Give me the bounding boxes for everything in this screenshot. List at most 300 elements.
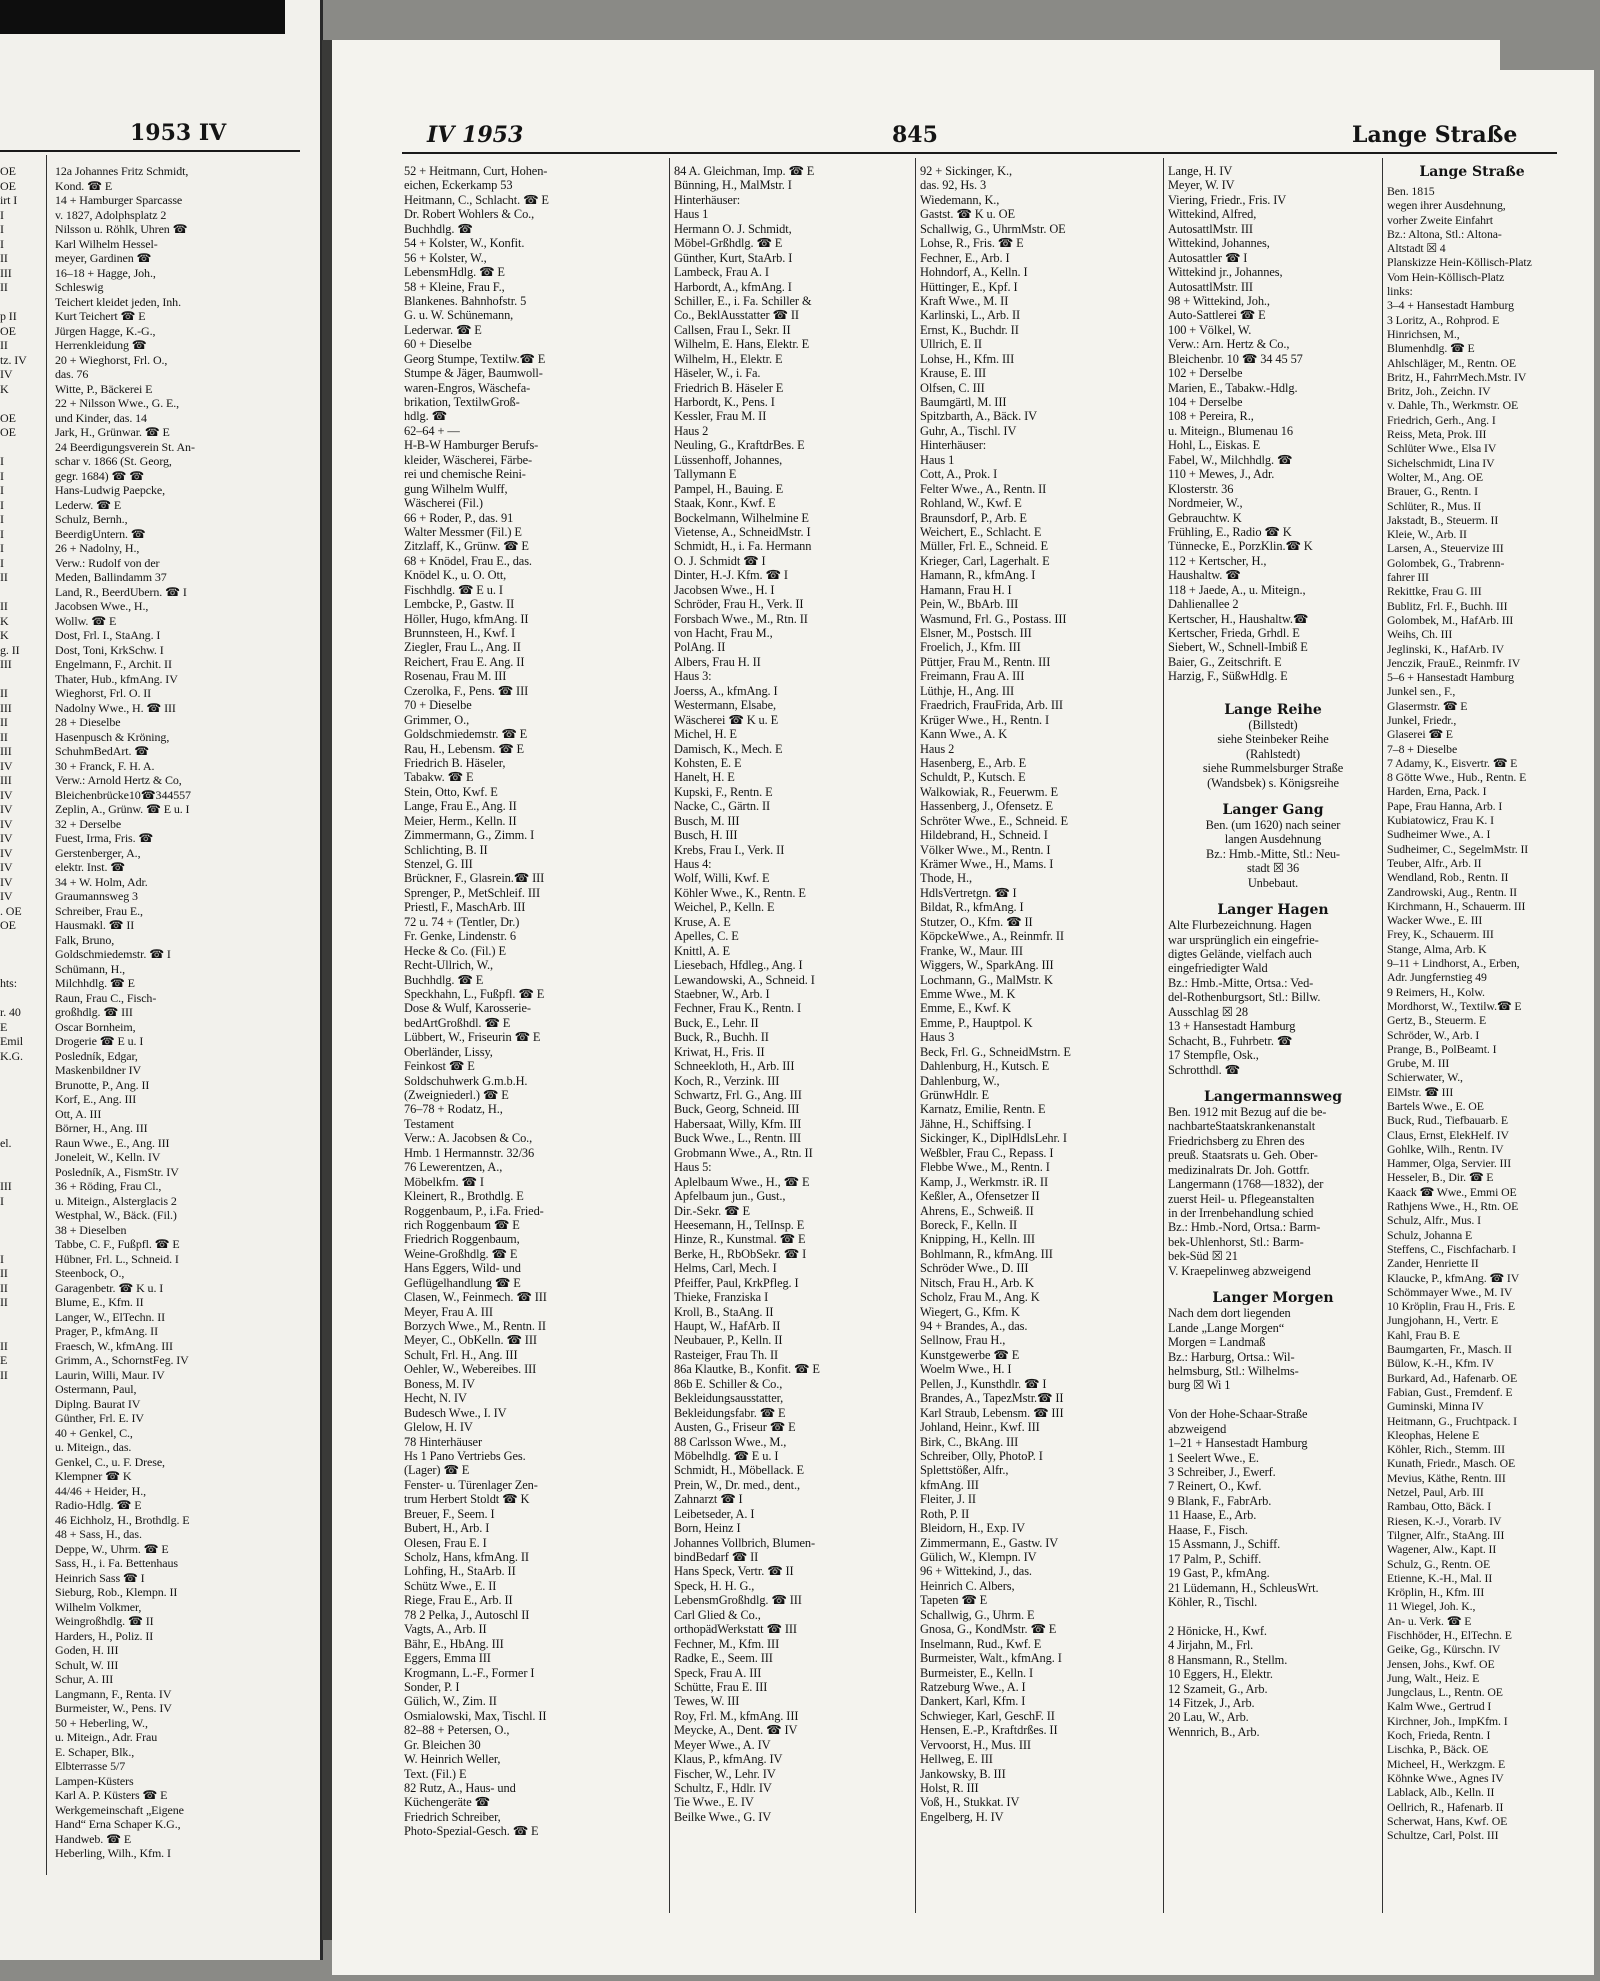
directory-entry: Bz.: Altona, Stl.: Altona- xyxy=(1387,226,1502,241)
directory-entry: Golombek, M., HafArb. III xyxy=(1387,612,1514,627)
directory-entry: Hecht, N. IV xyxy=(404,1391,467,1406)
edge-mark xyxy=(0,1498,28,1513)
directory-entry: Wollw. ☎ E xyxy=(55,613,117,628)
directory-entry: Harbordt, K., Pens. I xyxy=(674,395,775,409)
directory-entry: Co., BeklAusstatter ☎ II xyxy=(674,308,799,323)
section-line: stadt ☒ 36 xyxy=(1246,861,1300,876)
edge-mark: hts: xyxy=(0,976,17,990)
lange-strasse-title: Lange Straße xyxy=(1419,164,1525,180)
section-line: bek-Uhlenhorst, Stl.: Barm- xyxy=(1168,1234,1304,1249)
directory-entry: Pampel, H., Bauing. E xyxy=(674,481,784,496)
directory-entry: Stange, Alma, Arb. K xyxy=(1387,941,1487,956)
directory-entry: Hans Eggers, Wild- und xyxy=(404,1261,521,1276)
directory-entry: hdlg. ☎ xyxy=(404,409,447,424)
column-4-entries xyxy=(1168,164,1378,684)
edge-mark: IV xyxy=(0,874,13,889)
directory-entry: Friedrich B. Häseler E xyxy=(674,380,784,395)
section-line: Haase, F., Fisch. xyxy=(1168,1522,1248,1537)
directory-entry: Thode, H., xyxy=(920,871,972,886)
directory-entry: E. Schaper, Blk., xyxy=(55,1744,135,1759)
directory-entry: An- u. Verk. ☎ E xyxy=(1387,1613,1472,1628)
section-line: 17 Stempfle, Osk., xyxy=(1168,1048,1259,1063)
directory-entry: u. Miteign., Blumenau 16 xyxy=(1168,423,1293,438)
directory-entry: Stenzel, G. III xyxy=(404,857,473,871)
directory-entry: Britz, Joh., Zeichn. IV xyxy=(1387,384,1491,399)
directory-entry: großhdlg. ☎ III xyxy=(55,1005,133,1019)
directory-entry: Heitmann, G., Fruchtpack. I xyxy=(1387,1413,1517,1428)
directory-entry: Jungjohann, H., Vertr. E xyxy=(1387,1313,1499,1328)
section-line: Wennrich, B., Arb. xyxy=(1168,1724,1260,1739)
edge-mark: IV xyxy=(0,831,13,845)
directory-entry: Jürgen Hagge, K.-G., xyxy=(55,323,156,338)
directory-entry: Schulz, Alfr., Mus. I xyxy=(1387,1213,1481,1228)
directory-entry: Korf, E., Ang. III xyxy=(55,1092,137,1106)
section-line: 14 Fitzek, J., Arb. xyxy=(1168,1696,1255,1710)
directory-entry: Jähne, H., Schiffsing. I xyxy=(920,1116,1032,1131)
directory-entry: Heitmann, C., Schlacht. ☎ E xyxy=(404,192,549,207)
directory-entry: 100 + Völkel, W. xyxy=(1168,322,1252,337)
edge-mark: I xyxy=(0,454,4,468)
edge-mark xyxy=(0,1585,28,1600)
edge-mark: OE xyxy=(0,323,16,338)
directory-entry: Golombek, G., Trabrenn- xyxy=(1387,555,1505,570)
directory-entry: Wilhelm, E. Hans, Elektr. E xyxy=(674,337,810,352)
section-line: (Wandsbek) s. Königsreihe xyxy=(1207,775,1339,790)
directory-entry: Burkard, Ad., Hafenarb. OE xyxy=(1387,1370,1518,1385)
edge-mark xyxy=(0,1484,28,1499)
section-line: 9 Blank, F., FabrArb. xyxy=(1168,1493,1272,1508)
directory-entry: Schiller, E., i. Fa. Schiller & xyxy=(674,293,812,308)
directory-entry: brikation, TextilwGroß- xyxy=(404,395,520,409)
edge-mark: IV xyxy=(0,367,13,381)
directory-entry: 58 + Kleine, Frau F., xyxy=(404,279,505,294)
section-line: 21 Lüdemann, H., SchleusWrt. xyxy=(1168,1580,1319,1595)
directory-entry: Busch, H. III xyxy=(674,828,738,843)
directory-entry: Schreiber, Olly, PhotoP. I xyxy=(920,1448,1043,1463)
directory-entry: bedArtGroßhdl. ☎ E xyxy=(404,1015,511,1030)
section-line: Bz.: Hmb.-Nord, Ortsa.: Barm- xyxy=(1168,1220,1321,1235)
directory-entry: Radke, E., Seem. III xyxy=(674,1651,773,1666)
edge-mark: I xyxy=(0,207,4,222)
directory-entry: Lohse, H., Kfm. III xyxy=(920,351,1015,366)
directory-entry: Weichel, P., Kelln. E xyxy=(674,900,775,915)
directory-entry: Prange, B., PolBeamt. I xyxy=(1387,1041,1497,1056)
section-line: 15 Assmann, J., Schiff. xyxy=(1168,1537,1281,1552)
directory-entry: Beck, Frl. G., SchneidMstrn. E xyxy=(920,1044,1071,1059)
directory-entry: Witte, P., Bäckerei E xyxy=(55,381,153,396)
directory-entry: AutosattlMstr. III xyxy=(1168,279,1253,294)
directory-entry: Kunath, Friedr., Masch. OE xyxy=(1387,1456,1516,1471)
directory-entry: Harzig, F., SüßwHdlg. E xyxy=(1168,669,1288,684)
directory-entry: Sickinger, K., DiplHdlsLehr. I xyxy=(920,1131,1067,1146)
edge-mark: K xyxy=(0,613,9,628)
langer-hagen-title: Langer Hagen xyxy=(1217,902,1329,919)
directory-entry: Blankenes. Bahnhofstr. 5 xyxy=(404,293,527,308)
edge-mark xyxy=(0,1513,28,1528)
directory-entry: Baumgärtl, M. III xyxy=(920,395,1007,409)
section-line xyxy=(1168,1393,1378,1407)
directory-entry: Rekittke, Frau G. III xyxy=(1387,584,1482,599)
directory-entry: Bünning, H., MalMstr. I xyxy=(674,178,792,193)
directory-entry: elektr. Inst. ☎ xyxy=(55,860,126,874)
directory-entry: Schreiber, Frau E., xyxy=(55,903,143,918)
edge-mark: OE xyxy=(0,918,16,932)
directory-entry: Krieger, Carl, Lagerhalt. E xyxy=(920,553,1050,568)
directory-entry: Baier, G., Zeitschrift. E xyxy=(1168,654,1282,669)
directory-entry: Ratzeburg Wwe., A. I xyxy=(920,1679,1026,1694)
directory-entry: Hensen, E.-P., Kraftdrßes. II xyxy=(920,1723,1058,1738)
directory-entry: Weichert, E., Schlacht. E xyxy=(920,524,1042,539)
directory-entry: Czerolka, F., Pens. ☎ III xyxy=(404,683,529,698)
directory-entry: Junkel, Friedr., xyxy=(1387,712,1457,727)
directory-entry: 36 + Röding, Frau Cl., xyxy=(55,1179,162,1193)
edge-mark: II xyxy=(0,570,8,584)
directory-entry: Frühling, E., Radio ☎ K xyxy=(1168,524,1292,539)
edge-mark: E xyxy=(0,1353,8,1367)
edge-mark: III xyxy=(0,700,12,715)
directory-entry: Radio-Hdlg. ☎ E xyxy=(55,1498,142,1512)
directory-entry: Thieke, Franziska I xyxy=(674,1290,769,1305)
directory-entry: Lablack, Alb., Kelln. II xyxy=(1387,1785,1495,1800)
directory-entry: Sudheimer Wwe., A. I xyxy=(1387,827,1491,842)
directory-entry: Carl Glied & Co., xyxy=(674,1607,761,1622)
directory-entry: v. 1827, Adolphsplatz 2 xyxy=(55,207,167,222)
directory-entry: ElMstr. ☎ III xyxy=(1387,1084,1454,1099)
directory-entry: Köhler, Rich., Stemm. III xyxy=(1387,1442,1505,1457)
directory-entry: Frey, K., Schauerm. III xyxy=(1387,927,1494,942)
directory-entry: Kriwat, H., Fris. II xyxy=(674,1044,765,1059)
directory-entry: Micheel, H., Werkzgm. E xyxy=(1387,1756,1506,1771)
directory-entry: Gerstenberger, A., xyxy=(55,845,141,860)
directory-entry: Schuldt, P., Kutsch. E xyxy=(920,770,1026,785)
directory-entry: Lohfing, H., StaArb. II xyxy=(404,1564,516,1579)
directory-entry: 108 + Pereira, R., xyxy=(1168,409,1254,424)
edge-mark: el. xyxy=(0,1135,12,1150)
edge-mark: III xyxy=(0,265,12,280)
directory-entry: Klempner ☎ K xyxy=(55,1469,132,1483)
directory-entry: Leibetseder, A. I xyxy=(674,1506,755,1521)
directory-entry: Inselmann, Rud., Kwf. E xyxy=(920,1636,1042,1651)
directory-entry: Autosattler ☎ I xyxy=(1168,250,1248,265)
edge-mark: II xyxy=(0,1266,8,1280)
directory-entry: 68 + Knödel, Frau E., das. xyxy=(404,553,532,568)
directory-entry: 7 Adamy, K., Eisvertr. ☎ E xyxy=(1387,755,1518,770)
directory-entry: Kunstgewerbe ☎ E xyxy=(920,1347,1020,1362)
section-line: langen Ausdehnung xyxy=(1224,832,1322,847)
edge-mark: IV xyxy=(0,889,13,903)
directory-entry: Lewandowski, A., Schneid. I xyxy=(674,972,815,987)
directory-entry: Tapeten ☎ E xyxy=(920,1593,988,1608)
directory-entry: vorher Zweite Einfahrt xyxy=(1387,212,1493,227)
directory-entry: Pfeiffer, Paul, KrkPfleg. I xyxy=(674,1275,799,1290)
section-line: Schrotthdl. ☎ xyxy=(1168,1062,1240,1077)
directory-entry: Fuest, Irma, Fris. ☎ xyxy=(55,831,154,845)
directory-entry: Rambau, Otto, Bäck. I xyxy=(1387,1499,1492,1514)
directory-entry: Liesebach, Hfdleg., Ang. I xyxy=(674,958,803,973)
directory-entry: 88 Carlsson Wwe., M., xyxy=(674,1434,787,1449)
directory-entry: Pein, W., BbArb. III xyxy=(920,597,1019,612)
directory-entry: Gastst. ☎ K u. OE xyxy=(920,207,1015,222)
directory-entry: Heinrich C. Albers, xyxy=(920,1578,1015,1593)
directory-entry: Schröder, Frau H., Verk. II xyxy=(674,597,804,612)
directory-entry: Raun Wwe., E., Ang. III xyxy=(55,1135,170,1150)
directory-entry: Schütz Wwe., E. II xyxy=(404,1578,497,1593)
edge-mark xyxy=(0,440,28,455)
directory-entry: Bublitz, Frl. F., Buchh. III xyxy=(1387,598,1508,613)
directory-entry: Eggers, Emma III xyxy=(404,1651,491,1666)
directory-entry: Kohsten, E. E xyxy=(674,755,742,770)
directory-entry: Wiggers, W., SparkAng. III xyxy=(920,958,1054,973)
directory-entry: Walkowiak, R., Feuerwm. E xyxy=(920,784,1058,799)
langer-hagen-text xyxy=(1168,918,1378,1077)
directory-entry: Reichert, Frau E. Ang. II xyxy=(404,654,525,669)
edge-mark: II xyxy=(0,729,8,744)
directory-entry: GrünwHdlr. E xyxy=(920,1088,990,1102)
section-line: 1–21 + Hansestadt Hamburg xyxy=(1168,1436,1308,1451)
directory-entry: Vom Hein-Köllisch-Platz xyxy=(1387,269,1505,284)
directory-entry: 112 + Kertscher, H., xyxy=(1168,553,1267,568)
directory-entry: Engelberg, H. IV xyxy=(920,1809,1004,1824)
langer-morgen-text xyxy=(1168,1306,1378,1739)
directory-entry: Georg Stumpe, Textilw.☎ E xyxy=(404,351,546,366)
edge-mark xyxy=(0,1701,28,1716)
directory-entry: Wittekind, Alfred, xyxy=(1168,207,1257,222)
directory-entry: Oehler, W., Webereibes. III xyxy=(404,1362,537,1377)
section-line: Unbebaut. xyxy=(1247,875,1299,890)
directory-entry: Beilke Wwe., G. IV xyxy=(674,1809,772,1824)
directory-entry: Junkel sen., F., xyxy=(1387,684,1456,699)
directory-entry: 40 + Genkel, C., xyxy=(55,1425,133,1440)
section-line: abzweigend xyxy=(1168,1421,1227,1436)
directory-entry: Nitsch, Frau H., Arb. K xyxy=(920,1275,1035,1290)
directory-entry: das. 76 xyxy=(55,367,89,381)
section-line: medizinalrats Dr. Joh. Gottfr. xyxy=(1168,1162,1310,1177)
directory-entry: Teichert kleidet jeden, Inh. xyxy=(55,294,181,309)
directory-entry: Meyer, C., ObKelln. ☎ III xyxy=(404,1333,537,1348)
directory-entry: Wolter, M., Ang. OE xyxy=(1387,469,1483,484)
edge-mark: irt I xyxy=(0,193,18,207)
directory-entry: Felter Wwe., A., Rentn. II xyxy=(920,481,1047,496)
directory-entry: 38 + Dieselben xyxy=(55,1222,127,1237)
directory-entry: Ben. 1815 xyxy=(1387,184,1435,198)
edge-mark xyxy=(0,1658,28,1673)
directory-entry: Scholz, Frau M., Ang. K xyxy=(920,1290,1040,1305)
directory-entry: Meier, Herm., Kelln. II xyxy=(404,813,517,828)
directory-entry: Haus 4: xyxy=(674,857,712,871)
directory-entry: gung Wilhelm Wulff, xyxy=(404,481,508,496)
edge-mark: . OE xyxy=(0,903,22,918)
directory-entry: Splettstößer, Alfr., xyxy=(920,1463,1009,1478)
section-line: 19 Gast, P., kfmAng. xyxy=(1168,1566,1270,1581)
left-column xyxy=(55,164,265,1861)
directory-entry: Boreck, F., Kelln. II xyxy=(920,1217,1018,1232)
section-line: nachbarteStaatskrankenanstalt xyxy=(1168,1119,1316,1134)
directory-entry: Borzych Wwe., M., Rentn. II xyxy=(404,1319,546,1333)
section-line: (Billstedt) xyxy=(1248,717,1298,732)
column-4 xyxy=(1168,164,1378,1739)
directory-entry: Olesen, Frau E. I xyxy=(404,1535,487,1550)
directory-entry: Elbterrasse 5/7 xyxy=(55,1759,126,1773)
directory-entry: Busch, M. III xyxy=(674,813,740,828)
directory-entry: Ahrens, E., Schweiß. II xyxy=(920,1203,1034,1218)
directory-entry: Riege, Frau E., Arb. II xyxy=(404,1593,513,1608)
directory-entry: Dankert, Karl, Kfm. I xyxy=(920,1694,1026,1709)
section-line: 10 Eggers, H., Elektr. xyxy=(1168,1667,1273,1682)
directory-entry: Testament xyxy=(404,1116,454,1131)
directory-entry: Friedrich B. Häseler, xyxy=(404,755,506,770)
directory-entry: Osmialowski, Max, Tischl. II xyxy=(404,1708,547,1723)
directory-entry: Vagts, A., Arb. II xyxy=(404,1622,487,1637)
right-header-left: IV 1953 xyxy=(427,122,524,148)
directory-entry: Bekleidungsfabr. ☎ E xyxy=(674,1405,786,1420)
directory-entry: Lampen-Küsters xyxy=(55,1773,134,1788)
directory-entry: 82–88 + Petersen, O., xyxy=(404,1723,510,1738)
directory-entry: Thater, Hub., kfmAng. IV xyxy=(55,671,178,686)
directory-entry: Wäscherei (Fil.) xyxy=(404,496,483,511)
directory-entry: 22 + Nilsson Wwe., G. E., xyxy=(55,396,180,410)
edge-mark xyxy=(0,1107,28,1122)
directory-entry: Rosenau, Frau M. III xyxy=(404,669,507,684)
directory-entry: 9 Reimers, H., Kolw. xyxy=(1387,984,1485,999)
directory-entry: Bockelmann, Wilhelmine E xyxy=(674,510,809,525)
directory-entry: 3–4 + Hansestadt Hamburg xyxy=(1387,298,1514,313)
directory-entry: Lochmann, G., MalMstr. K xyxy=(920,972,1053,987)
directory-entry: u. Miteign., Alsterglacis 2 xyxy=(55,1193,177,1208)
directory-entry: 110 + Mewes, J., Adr. xyxy=(1168,467,1275,482)
directory-entry: Wiegert, G., Kfm. K xyxy=(920,1304,1020,1319)
directory-entry: Günther, Kurt, StaArb. I xyxy=(674,250,793,265)
directory-entry: Handweb. ☎ E xyxy=(55,1831,132,1846)
directory-entry: Grobmann Wwe., A., Rtn. II xyxy=(674,1145,813,1160)
section-line: helmsburg, Stl.: Wilhelms- xyxy=(1168,1363,1299,1378)
section-line xyxy=(1168,1609,1378,1623)
directory-entry: Bähr, E., HbAng. III xyxy=(404,1636,504,1651)
directory-entry: Oellrich, R., Hafenarb. II xyxy=(1387,1799,1504,1814)
edge-mark: III xyxy=(0,744,12,758)
directory-entry: Hamann, Frau H. I xyxy=(920,582,1012,597)
directory-entry: 52 + Heitmann, Curt, Hohen- xyxy=(404,164,548,178)
directory-entry: 16–18 + Hagge, Joh., xyxy=(55,265,156,280)
directory-entry: Knipping, H., Kelln. III xyxy=(920,1232,1035,1247)
directory-entry: Gülich, W., Zim. II xyxy=(404,1694,497,1709)
directory-entry: Ott, A. III xyxy=(55,1106,102,1121)
directory-entry: Hohndorf, A., Kelln. I xyxy=(920,265,1028,280)
section-line: Schacht, B., Fuhrbetr. ☎ xyxy=(1168,1033,1293,1048)
directory-entry: Schierwater, W., xyxy=(1387,1070,1463,1085)
directory-entry: Dahlenburg, W., xyxy=(920,1073,1000,1088)
directory-entry: Friedrich, Gerh., Ang. I xyxy=(1387,412,1496,427)
directory-entry: Rathjens Wwe., H., Rtn. OE xyxy=(1387,1199,1519,1214)
directory-entry: Guminski, Minna IV xyxy=(1387,1399,1484,1414)
edge-mark: I xyxy=(0,555,4,570)
directory-entry: Kroll, B., StaAng. II xyxy=(674,1304,774,1319)
directory-entry: Kleophas, Helene E xyxy=(1387,1427,1480,1442)
directory-entry: Schulz, Johanna E xyxy=(1387,1227,1473,1242)
directory-entry: Klosterstr. 36 xyxy=(1168,481,1234,496)
langer-gang-title: Langer Gang xyxy=(1222,801,1324,818)
directory-entry: Werkgemeinschaft „Eigene xyxy=(55,1802,184,1817)
edge-mark: tz. IV xyxy=(0,352,27,367)
directory-entry: Wacker Wwe., E. III xyxy=(1387,913,1483,928)
directory-entry: Meycke, A., Dent. ☎ IV xyxy=(674,1723,798,1738)
directory-entry: 5–6 + Hansestadt Hamburg xyxy=(1387,670,1514,685)
directory-entry: Knödel K., u. O. Ott, xyxy=(404,568,507,583)
directory-entry: Koch, Frieda, Rentn. I xyxy=(1387,1728,1491,1743)
directory-entry: Nacke, C., Gärtn. II xyxy=(674,799,771,814)
directory-entry: und Kinder, das. 14 xyxy=(55,410,147,425)
directory-entry: Buck, Georg, Schneid. III xyxy=(674,1102,800,1117)
directory-entry: 28 + Dieselbe xyxy=(55,715,121,729)
directory-entry: Bubert, H., Arb. I xyxy=(404,1521,490,1536)
directory-entry: Fechner, E., Arb. I xyxy=(920,250,1010,265)
directory-entry: Joneleit, W., Kelln. IV xyxy=(55,1150,161,1164)
directory-entry: Schulz, Bernh., xyxy=(55,512,128,526)
edge-mark: IV xyxy=(0,787,13,802)
directory-entry: Hans-Ludwig Paepcke, xyxy=(55,483,165,497)
section-line: zuerst Heil- u. Pflegeanstalten xyxy=(1168,1191,1315,1206)
directory-entry: Hinterhäuser: xyxy=(920,438,987,453)
directory-entry: Garagenbetr. ☎ K u. I xyxy=(55,1280,164,1295)
directory-entry: Oberländer, Lissy, xyxy=(404,1044,493,1059)
directory-entry: Schulz, G., Rentn. OE xyxy=(1387,1556,1491,1571)
directory-entry: Pellen, J., Kunsthdlr. ☎ I xyxy=(920,1376,1047,1391)
directory-entry: Helms, Carl, Mech. I xyxy=(674,1261,777,1276)
directory-entry: Karnatz, Emilie, Rentn. E xyxy=(920,1102,1046,1117)
directory-entry: Rasteiger, Frau Th. II xyxy=(674,1347,779,1362)
directory-entry: Olfsen, C. III xyxy=(920,380,985,395)
directory-entry: Johland, Heinr., Kwf. III xyxy=(920,1420,1040,1435)
directory-entry: Birk, C., BkAng. III xyxy=(920,1434,1019,1449)
directory-entry: Reiss, Meta, Prok. III xyxy=(1387,427,1487,442)
directory-entry: trum Herbert Stoldt ☎ K xyxy=(404,1492,530,1507)
edge-mark xyxy=(0,1208,28,1223)
section-line: Lande „Lange Morgen“ xyxy=(1168,1320,1285,1335)
directory-entry: Meyer, W. IV xyxy=(1168,178,1235,193)
directory-entry: 98 + Wittekind, Joh., xyxy=(1168,293,1270,308)
directory-entry: Fechner, M., Kfm. III xyxy=(674,1636,780,1651)
directory-entry: Jensen, Johs., Kwf. OE xyxy=(1387,1656,1495,1671)
section-line: 1 Seelert Wwe., E. xyxy=(1168,1450,1259,1465)
directory-entry: Zandrowski, Aug., Rentn. II xyxy=(1387,884,1517,899)
directory-entry: Milchhdlg. ☎ E xyxy=(55,976,135,990)
section-line: Ben. 1912 mit Bezug auf die be- xyxy=(1168,1104,1327,1119)
directory-entry: Vietense, A., SchneidMstr. I xyxy=(674,524,811,539)
directory-entry: Sonder, P. I xyxy=(404,1679,460,1694)
directory-entry: Tallymann E xyxy=(674,467,737,482)
directory-entry: Börner, H., Ang. III xyxy=(55,1121,148,1135)
directory-entry: 11 Wiegel, Joh. K., xyxy=(1387,1599,1476,1614)
directory-entry: Wäscherei ☎ K u. E xyxy=(674,712,779,727)
edge-mark: OE xyxy=(0,178,16,193)
directory-entry: Sass, H., i. Fa. Bettenhaus xyxy=(55,1556,178,1570)
directory-entry: 8 Götte Wwe., Hub., Rentn. E xyxy=(1387,770,1527,785)
directory-entry: Buchhdlg. ☎ E xyxy=(404,972,484,987)
directory-entry: Fabel, W., Milchhdlg. ☎ xyxy=(1168,452,1293,467)
section-line: bek-Süd ☒ 21 xyxy=(1168,1249,1238,1264)
directory-entry: Tie Wwe., E. IV xyxy=(674,1795,754,1810)
divider-3 xyxy=(1163,158,1164,1913)
directory-entry: Schröder Wwe., D. III xyxy=(920,1261,1029,1276)
directory-entry: Krüger Wwe., H., Rentn. I xyxy=(920,712,1050,727)
directory-entry: Kahl, Frau B. E xyxy=(1387,1327,1460,1342)
section-line: 17 Palm, P., Schiff. xyxy=(1168,1551,1262,1566)
directory-entry: Budesch Wwe., I. IV xyxy=(404,1405,507,1420)
lange-reihe-title: Lange Reihe xyxy=(1224,701,1322,718)
directory-entry: Kaack ☎ Wwe., Emmi OE xyxy=(1387,1184,1517,1199)
directory-entry: Bildat, R., kfmAng. I xyxy=(920,900,1024,915)
edge-mark xyxy=(0,1643,28,1658)
directory-entry: Kleie, W., Arb. II xyxy=(1387,527,1467,542)
